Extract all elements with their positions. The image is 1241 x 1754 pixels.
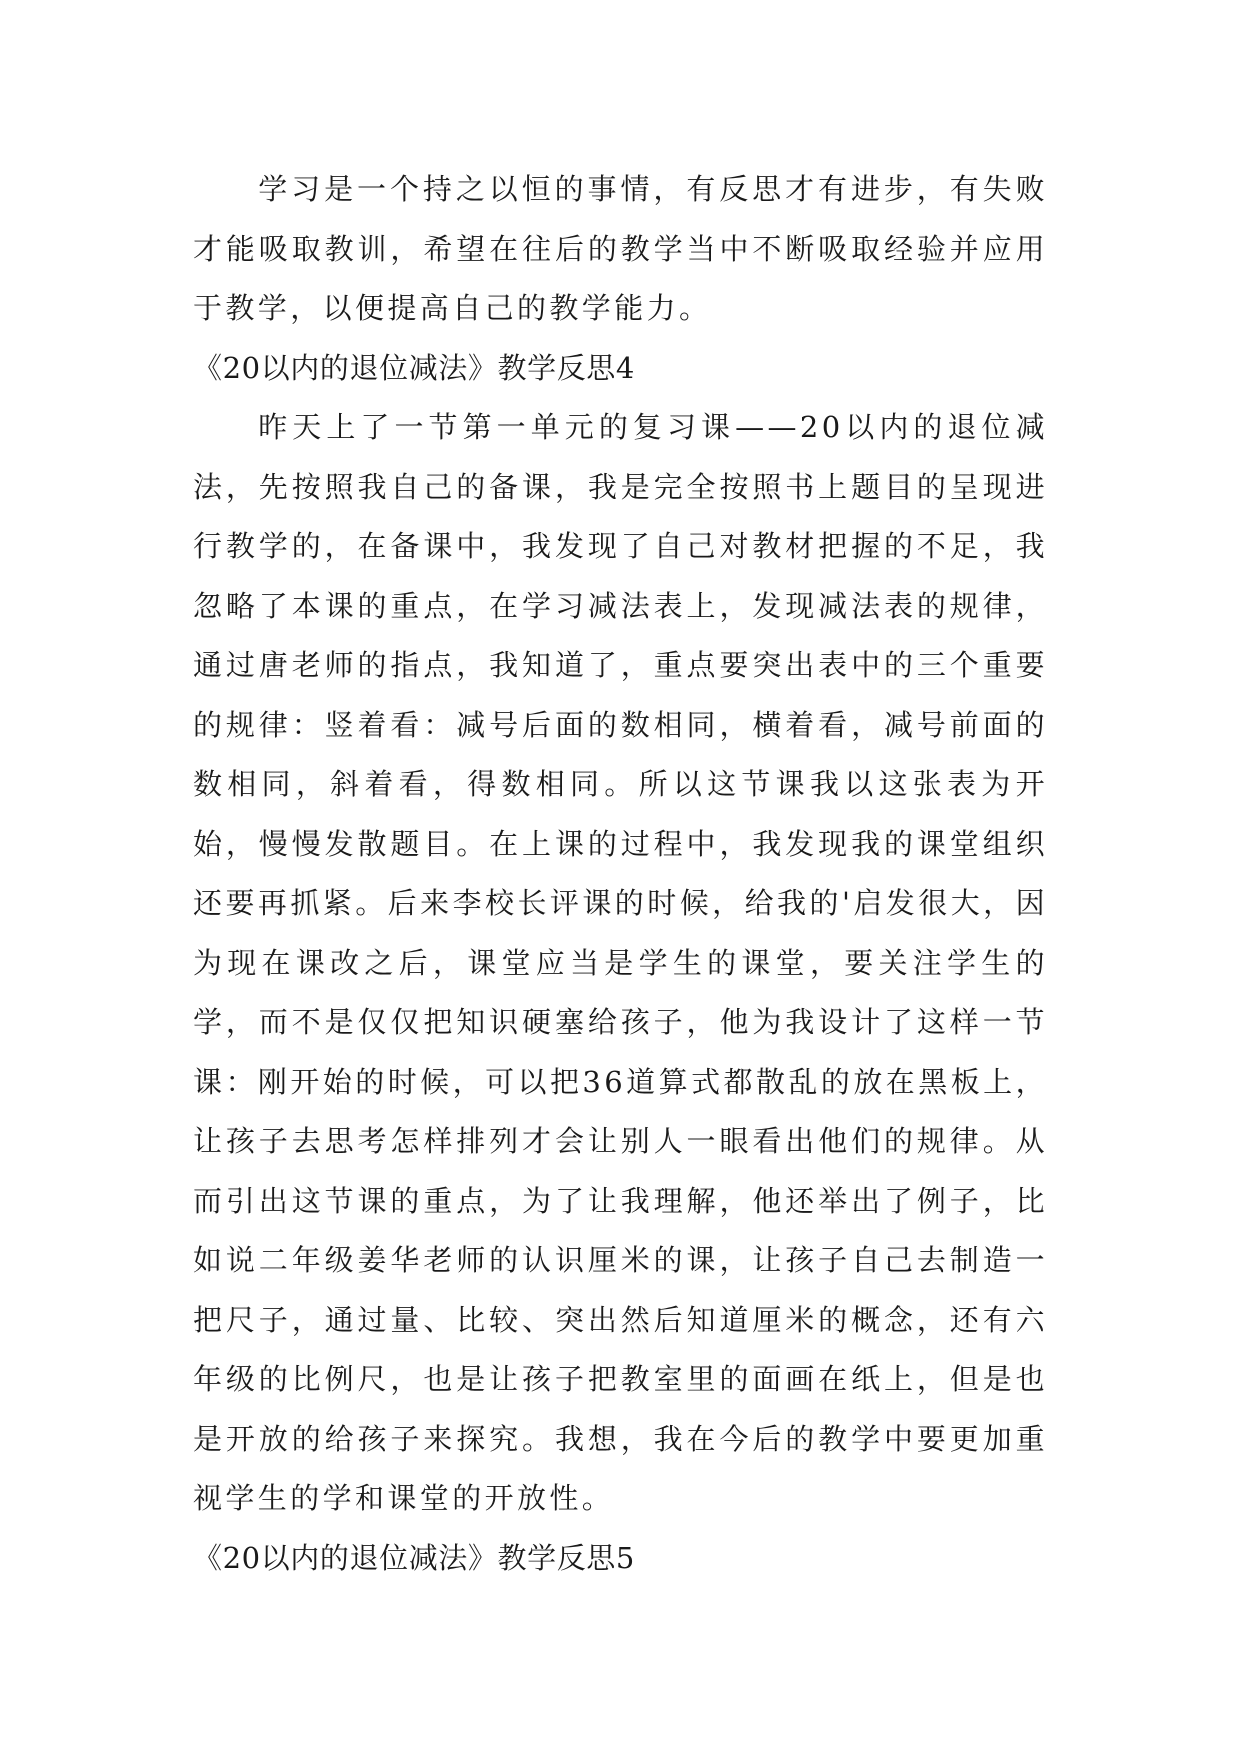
section-heading-reflection-4: 《20以内的退位减法》教学反思4	[193, 350, 635, 385]
reflection-paragraph-closing: 学习是一个持之以恒的事情，有反思才有进步，有失败才能吸取教训，希望在往后的教学当中不断吸取经验并应用于教学，以便提高自己的教学能力。	[193, 172, 1048, 325]
section-heading-reflection-5: 《20以内的退位减法》教学反思5	[193, 1540, 635, 1575]
reflection-paragraph-4: 昨天上了一节第一单元的复习课——20以内的退位减法，先按照我自己的备课，我是完全按照书上题目的呈现进行教学的，在备课中，我发现了自己对教材把握的不足，我忽略了本课的重点，在学习减法表上，发现减法表的规律，通过唐老师的指点，我知道了，重点要突出表中的三个重要的规律：竖着看：减号后面的数相同，横着看，减号前面的数相同，斜着看，得数相同。所以这节课我以这张表为开始，慢慢发散题目。在上课的过程中，我发现我的课堂组织还要再抓紧。后来李校长评课的时候，给我的'启发很大，因为现在课改之后，课堂应当是学生的课堂，要关注学生的学，而不是仅仅把知识硬塞给孩子，他为我设计了这样一节课：刚开始的时候，可以把36道算式都散乱的放在黑板上，让孩子去思考怎样排列才会让别人一眼看出他们的规律。从而引出这节课的重点，为了让我理解，他还举出了例子，比如说二年级姜华老师的认识厘米的课，让孩子自己去制造一把尺子，通过量、比较、突出然后知道厘米的概念，还有六年级的比例尺，也是让孩子把教室里的面画在纸上，但是也是开放的给孩子来探究。我想，我在今后的教学中要更加重视学生的学和课堂的开放性。	[193, 410, 1048, 1515]
document-body	[193, 160, 1048, 1588]
